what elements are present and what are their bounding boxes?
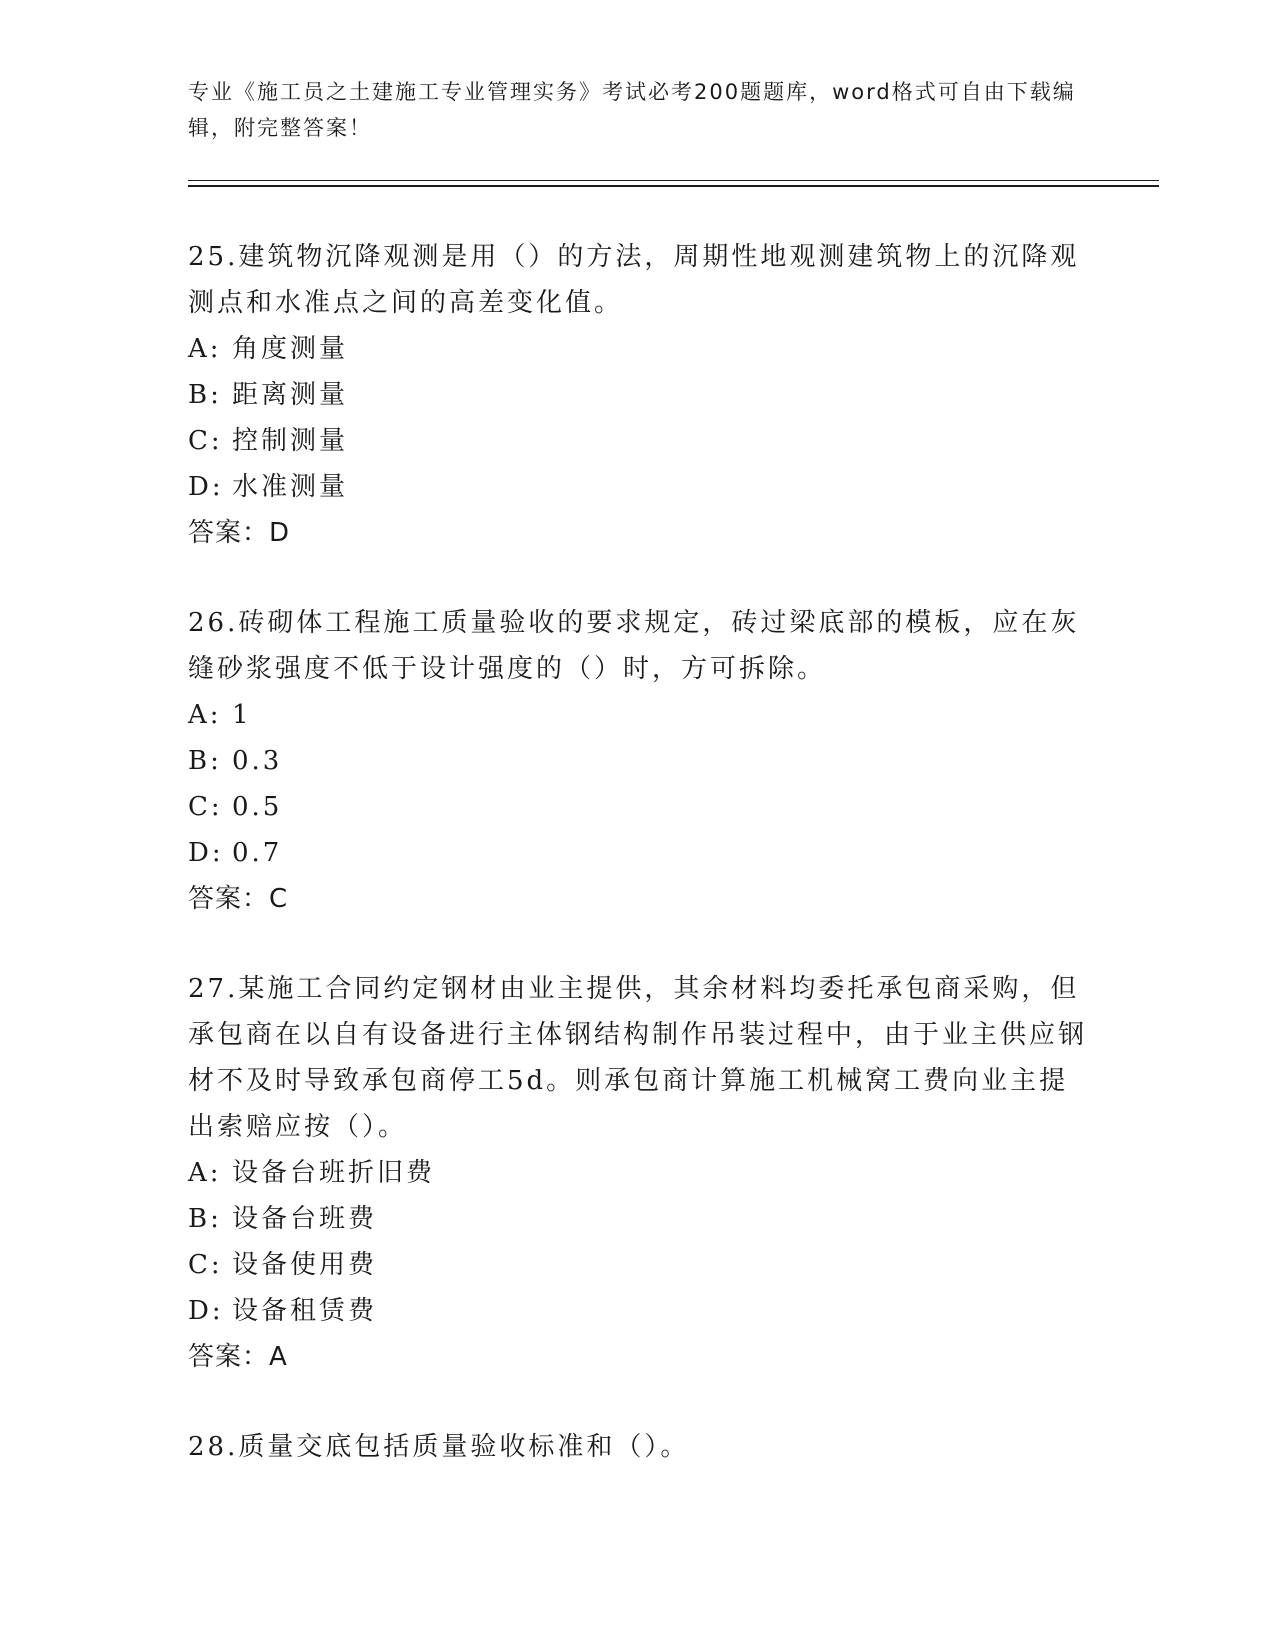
option-text: 1 — [232, 700, 252, 730]
option-text: 0.7 — [232, 838, 283, 868]
question-25 — [188, 234, 1088, 556]
option-letter: C: — [188, 426, 223, 456]
answer-line: 答案：A — [188, 1342, 288, 1372]
option-d — [188, 464, 1088, 510]
answer-line: 答案：C — [188, 884, 289, 914]
option-letter: C: — [188, 792, 223, 822]
option-text: 控制测量 — [232, 426, 349, 456]
option-c — [188, 1242, 1088, 1288]
option-text: 设备台班折旧费 — [232, 1158, 436, 1188]
option-letter: D: — [188, 1296, 224, 1326]
option-letter: C: — [188, 1250, 223, 1280]
header-divider-top — [188, 180, 1159, 181]
option-d — [188, 830, 1088, 876]
option-b — [188, 372, 1088, 418]
question-stem: 28.质量交底包括质量验收标准和（）。 — [188, 1432, 690, 1462]
option-letter: A: — [188, 1158, 222, 1188]
option-letter: B: — [188, 746, 222, 776]
option-c — [188, 784, 1088, 830]
option-text: 设备租赁费 — [232, 1296, 378, 1326]
header-divider-bottom — [188, 185, 1159, 187]
option-a — [188, 1150, 1088, 1196]
question-27 — [188, 966, 1088, 1380]
option-c — [188, 418, 1088, 464]
option-text: 设备台班费 — [232, 1204, 378, 1234]
option-a — [188, 692, 1088, 738]
option-b — [188, 738, 1088, 784]
answer-line: 答案：D — [188, 518, 291, 548]
option-text: 设备使用费 — [232, 1250, 378, 1280]
question-26 — [188, 600, 1088, 922]
question-stem: 27.某施工合同约定钢材由业主提供，其余材料均委托承包商采购，但承包商在以自有设备进行主体钢结构制作吊装过程中，由于业主供应钢材不及时导致承包商停工5d。则承包商计算施工机械窝工费向业主提出索赔应按（）。 — [188, 974, 1088, 1142]
option-letter: B: — [188, 1204, 222, 1234]
option-text: 角度测量 — [232, 334, 349, 364]
question-28 — [188, 1424, 1088, 1470]
option-text: 水准测量 — [232, 472, 349, 502]
option-text: 0.3 — [232, 746, 283, 776]
option-a — [188, 326, 1088, 372]
option-letter: A: — [188, 700, 222, 730]
option-text: 0.5 — [232, 792, 283, 822]
question-stem: 26.砖砌体工程施工质量验收的要求规定，砖过梁底部的模板，应在灰缝砂浆强度不低于设计强度的（）时，方可拆除。 — [188, 608, 1080, 684]
header-text: 专业《施工员之土建施工专业管理实务》考试必考200题题库，word格式可自由下载编辑，附完整答案！ — [188, 80, 1076, 140]
option-letter: A: — [188, 334, 222, 364]
option-text: 距离测量 — [232, 380, 349, 410]
document-header — [188, 74, 1088, 146]
question-stem: 25.建筑物沉降观测是用（）的方法，周期性地观测建筑物上的沉降观测点和水准点之间的高差变化值。 — [188, 242, 1080, 318]
option-d — [188, 1288, 1088, 1334]
option-b — [188, 1196, 1088, 1242]
option-letter: D: — [188, 838, 224, 868]
option-letter: D: — [188, 472, 224, 502]
option-letter: B: — [188, 380, 222, 410]
